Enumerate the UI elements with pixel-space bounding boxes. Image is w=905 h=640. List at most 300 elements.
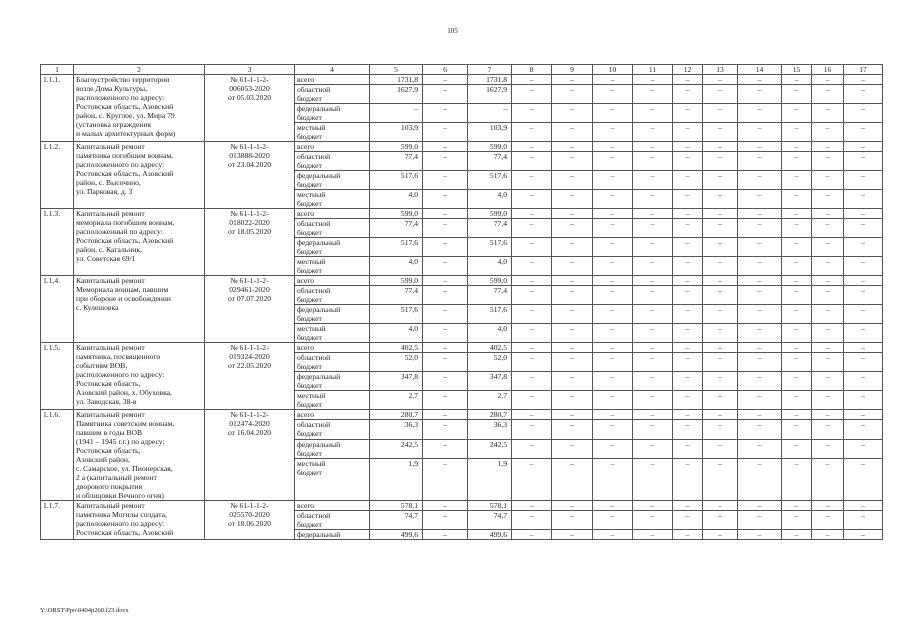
column-number: 8 — [512, 65, 552, 75]
dash-cell: – — [673, 511, 703, 530]
dash-cell: – — [423, 391, 468, 410]
document-line: от 18.05.2020 — [227, 227, 272, 236]
dash-cell: – — [844, 420, 883, 439]
dash-cell: – — [844, 75, 883, 85]
dash-cell: – — [552, 276, 593, 286]
dash-cell: – — [552, 104, 593, 123]
funding-source-line: областной — [297, 511, 331, 520]
description-line: памятника, посвященного — [76, 352, 161, 361]
description-line: при обороне и освобождении — [76, 294, 171, 303]
dash-cell: – — [423, 420, 468, 439]
dash-cell: – — [844, 152, 883, 171]
dash-cell: – — [738, 209, 782, 219]
funding-source — [295, 410, 370, 420]
funding-source — [295, 459, 370, 501]
funding-source — [295, 420, 370, 439]
year-value: 52,0 — [468, 353, 512, 372]
dash-cell: – — [633, 530, 673, 540]
dash-cell: – — [593, 501, 633, 511]
year-value: 517,6 — [468, 171, 512, 190]
dash-cell: – — [633, 439, 673, 458]
dash-cell: – — [812, 530, 844, 540]
year-value: 517,6 — [468, 238, 512, 257]
dash-cell: – — [552, 410, 593, 420]
dash-cell: – — [673, 459, 703, 501]
dash-cell: – — [633, 372, 673, 391]
dash-cell: – — [812, 439, 844, 458]
table-row — [41, 410, 883, 420]
dash-cell: – — [703, 511, 738, 530]
dash-cell: – — [423, 343, 468, 353]
funding-source-line: бюджет — [297, 314, 322, 323]
dash-cell: – — [703, 305, 738, 324]
dash-cell: – — [512, 501, 552, 511]
dash-cell: – — [593, 511, 633, 530]
dash-cell: – — [738, 353, 782, 372]
funding-source-line: федеральный — [297, 439, 341, 449]
description-line: Капитальный ремонт — [76, 209, 145, 218]
column-number: 5 — [370, 65, 423, 75]
total-value: 280,7 — [370, 410, 423, 420]
dash-cell: – — [423, 171, 468, 190]
document-line: от 07.07.2020 — [227, 294, 272, 303]
description-line: памятника Могилы солдата, — [76, 510, 167, 519]
document-line: 018022-2020 — [229, 218, 270, 227]
budget-table — [40, 64, 883, 540]
dash-cell: – — [593, 209, 633, 219]
dash-cell: – — [512, 276, 552, 286]
funding-source — [295, 286, 370, 305]
dash-cell: – — [782, 75, 812, 85]
dash-cell: – — [782, 152, 812, 171]
dash-cell: – — [812, 257, 844, 276]
dash-cell: – — [738, 439, 782, 458]
dash-cell: – — [738, 459, 782, 501]
dash-cell: – — [782, 391, 812, 410]
dash-cell: – — [738, 142, 782, 152]
dash-cell: – — [512, 372, 552, 391]
dash-cell: – — [738, 152, 782, 171]
dash-cell: – — [552, 343, 593, 353]
dash-cell: – — [812, 142, 844, 152]
dash-cell: – — [782, 343, 812, 353]
dash-cell: – — [552, 420, 593, 439]
funding-source-line: бюджет — [297, 520, 322, 529]
dash-cell: – — [673, 257, 703, 276]
dash-cell: – — [633, 219, 673, 238]
total-value: 74,7 — [370, 511, 423, 530]
dash-cell: – — [844, 171, 883, 190]
dash-cell: – — [423, 219, 468, 238]
dash-cell: – — [812, 353, 844, 372]
dash-cell: – — [423, 152, 468, 171]
dash-cell: – — [812, 104, 844, 123]
document-number — [205, 501, 295, 540]
dash-cell: – — [512, 343, 552, 353]
document-line: № 61-1-1-2- — [230, 501, 269, 510]
dash-cell: – — [782, 123, 812, 142]
year-value: 347,8 — [468, 372, 512, 391]
dash-cell: – — [844, 123, 883, 142]
project-code: 1.1.4. — [41, 276, 74, 343]
document-line: 012474-2020 — [229, 419, 270, 428]
dash-cell: – — [782, 459, 812, 501]
dash-cell: – — [703, 343, 738, 353]
description-line: Ростовская область, — [76, 446, 141, 455]
description-line: расположенный по адресу: — [76, 227, 163, 236]
dash-cell: – — [512, 104, 552, 123]
year-value: 77,4 — [468, 219, 512, 238]
dash-cell: – — [552, 391, 593, 410]
project-code: 1.1.2. — [41, 142, 74, 209]
column-number: 1 — [41, 65, 74, 75]
dash-cell: – — [782, 530, 812, 540]
dash-cell: – — [703, 353, 738, 372]
dash-cell: – — [673, 343, 703, 353]
funding-source-line: бюджет — [297, 362, 322, 371]
dash-cell: – — [812, 410, 844, 420]
dash-cell: – — [552, 530, 593, 540]
dash-cell: – — [673, 142, 703, 152]
total-value: 578,1 — [370, 501, 423, 511]
dash-cell: – — [633, 104, 673, 123]
year-value: 599,0 — [468, 142, 512, 152]
dash-cell: – — [812, 219, 844, 238]
dash-cell: – — [423, 511, 468, 530]
funding-source-line: бюджет — [297, 400, 322, 409]
description-line: дворового покрытия — [76, 482, 143, 491]
total-value: 517,6 — [370, 171, 423, 190]
funding-source-line: федеральный — [297, 171, 341, 180]
year-value: 36,3 — [468, 420, 512, 439]
dash-cell: – — [738, 219, 782, 238]
funding-source-line: бюджет — [297, 94, 322, 103]
dash-cell: – — [633, 75, 673, 85]
document-number — [205, 209, 295, 276]
column-number: 2 — [74, 65, 205, 75]
year-value: 74,7 — [468, 511, 512, 530]
dash-cell: – — [633, 276, 673, 286]
dash-cell: – — [738, 391, 782, 410]
total-value: 347,8 — [370, 372, 423, 391]
dash-cell: – — [552, 305, 593, 324]
dash-cell: – — [844, 391, 883, 410]
dash-cell: – — [593, 286, 633, 305]
column-number: 4 — [295, 65, 370, 75]
dash-cell: – — [633, 391, 673, 410]
dash-cell: – — [782, 142, 812, 152]
dash-cell: – — [812, 209, 844, 219]
column-number: 13 — [703, 65, 738, 75]
dash-cell: – — [512, 324, 552, 343]
project-description — [74, 276, 205, 343]
dash-cell: – — [703, 75, 738, 85]
column-number: 10 — [593, 65, 633, 75]
dash-cell: – — [844, 104, 883, 123]
funding-source-line: бюджет — [297, 333, 322, 342]
funding-source — [295, 238, 370, 257]
funding-source — [295, 305, 370, 324]
dash-cell: – — [512, 439, 552, 458]
funding-source-line: местный — [297, 257, 326, 266]
dash-cell: – — [552, 219, 593, 238]
dash-cell: – — [782, 353, 812, 372]
year-value: 4,0 — [468, 324, 512, 343]
dash-cell: – — [812, 511, 844, 530]
dash-cell: – — [812, 238, 844, 257]
dash-cell: – — [844, 238, 883, 257]
dash-cell: – — [782, 420, 812, 439]
dash-cell: – — [593, 152, 633, 171]
dash-cell: – — [423, 439, 468, 458]
funding-source-line: федеральный — [297, 530, 341, 539]
table-row — [41, 343, 883, 353]
dash-cell: – — [782, 511, 812, 530]
year-value: 280,7 — [468, 410, 512, 420]
dash-cell: – — [512, 209, 552, 219]
page-number: 105 — [447, 27, 458, 35]
total-value: 4,0 — [370, 324, 423, 343]
total-value: 1627,9 — [370, 85, 423, 104]
total-value: 599,0 — [370, 142, 423, 152]
funding-source-line: всего — [297, 410, 315, 419]
dash-cell: – — [738, 420, 782, 439]
dash-cell: – — [782, 104, 812, 123]
dash-cell: – — [423, 75, 468, 85]
document-line: № 61-1-1-2- — [230, 75, 269, 84]
dash-cell: – — [782, 305, 812, 324]
dash-cell: – — [673, 152, 703, 171]
dash-cell: – — [703, 257, 738, 276]
dash-cell: – — [844, 353, 883, 372]
dash-cell: – — [844, 343, 883, 353]
funding-source — [295, 104, 370, 123]
dash-cell: – — [812, 152, 844, 171]
funding-source-line: областной — [297, 286, 331, 295]
dash-cell: – — [423, 257, 468, 276]
dash-cell: – — [633, 85, 673, 104]
dash-cell: – — [593, 104, 633, 123]
document-line: от 16.04.2020 — [227, 428, 272, 437]
total-value: 1731,8 — [370, 75, 423, 85]
dash-cell: – — [673, 276, 703, 286]
dash-cell: – — [552, 75, 593, 85]
funding-source-line: областной — [297, 420, 331, 430]
dash-cell: – — [738, 530, 782, 540]
total-value: 36,3 — [370, 420, 423, 439]
funding-source — [295, 152, 370, 171]
document-line: № 61-1-1-2- — [230, 276, 269, 285]
total-value: 2,7 — [370, 391, 423, 410]
funding-source — [295, 209, 370, 219]
dash-cell: – — [782, 439, 812, 458]
dash-cell: – — [703, 123, 738, 142]
dash-cell: – — [512, 530, 552, 540]
dash-cell: – — [738, 372, 782, 391]
description-line: расположенного по адресу: — [76, 93, 165, 102]
document-number — [205, 142, 295, 209]
total-value: 52,0 — [370, 353, 423, 372]
column-number: 6 — [423, 65, 468, 75]
dash-cell: – — [593, 372, 633, 391]
funding-source — [295, 372, 370, 391]
funding-source-line: местный — [297, 123, 326, 132]
total-value: 4,0 — [370, 257, 423, 276]
dash-cell: – — [673, 439, 703, 458]
dash-cell: – — [633, 420, 673, 439]
dash-cell: – — [673, 410, 703, 420]
funding-source — [295, 501, 370, 511]
funding-source — [295, 391, 370, 410]
total-value: 1,9 — [370, 459, 423, 501]
funding-source-line: всего — [297, 75, 315, 84]
dash-cell: – — [812, 391, 844, 410]
year-value: 1627,9 — [468, 85, 512, 104]
dash-cell: – — [512, 353, 552, 372]
dash-cell: – — [844, 530, 883, 540]
dash-cell: – — [782, 171, 812, 190]
description-line: и малых архитектурных форм) — [76, 129, 176, 138]
header-row — [41, 65, 883, 75]
total-value: 402,5 — [370, 343, 423, 353]
project-code: 1.1.1. — [41, 75, 74, 142]
document-line: 025570-2020 — [229, 510, 270, 519]
dash-cell: – — [782, 238, 812, 257]
description-line: мемориала погибшим воинам, — [76, 218, 175, 227]
dash-cell: – — [738, 190, 782, 209]
funding-source-line: бюджет — [297, 199, 322, 208]
dash-cell: – — [738, 286, 782, 305]
document-number — [205, 343, 295, 410]
total-value: – — [370, 104, 423, 123]
description-line: Ростовская область, Азовский — [76, 236, 174, 245]
dash-cell: – — [703, 501, 738, 511]
funding-source-line: местный — [297, 459, 326, 468]
description-line: Памятника советским воинам, — [76, 419, 175, 428]
description-line: памятника погибшим воинам, — [76, 151, 174, 160]
dash-cell: – — [812, 501, 844, 511]
year-value: 578,1 — [468, 501, 512, 511]
total-value: 599,0 — [370, 276, 423, 286]
total-value: 517,6 — [370, 305, 423, 324]
funding-source-line: всего — [297, 501, 315, 510]
funding-source-line: всего — [297, 276, 315, 285]
dash-cell: – — [738, 123, 782, 142]
dash-cell: – — [738, 343, 782, 353]
dash-cell: – — [673, 420, 703, 439]
description-line: Капитальный ремонт — [76, 276, 145, 285]
total-value: 242,5 — [370, 439, 423, 458]
description-line: Ростовская область, Азовский — [76, 102, 174, 111]
dash-cell: – — [703, 238, 738, 257]
funding-source-line: бюджет — [297, 132, 322, 141]
dash-cell: – — [673, 391, 703, 410]
document-number — [205, 410, 295, 501]
funding-source-line: бюджет — [297, 228, 322, 237]
dash-cell: – — [844, 324, 883, 343]
column-number: 9 — [552, 65, 593, 75]
dash-cell: – — [423, 142, 468, 152]
funding-source — [295, 530, 370, 540]
funding-source-line: бюджет — [297, 180, 322, 189]
project-code: 1.1.7. — [41, 501, 74, 540]
dash-cell: – — [782, 209, 812, 219]
dash-cell: – — [673, 85, 703, 104]
dash-cell: – — [593, 459, 633, 501]
funding-source — [295, 353, 370, 372]
funding-source-line: федеральный — [297, 372, 341, 381]
dash-cell: – — [593, 85, 633, 104]
dash-cell: – — [738, 257, 782, 276]
description-line: район, с. Круглое, ул. Мира 79 — [76, 111, 175, 120]
dash-cell: – — [703, 391, 738, 410]
dash-cell: – — [782, 324, 812, 343]
dash-cell: – — [844, 459, 883, 501]
project-description — [74, 501, 205, 540]
dash-cell: – — [738, 75, 782, 85]
funding-source — [295, 439, 370, 458]
project-code: 1.1.5. — [41, 343, 74, 410]
description-line: 2 а (капитальный ремонт — [76, 473, 157, 482]
dash-cell: – — [633, 305, 673, 324]
dash-cell: – — [703, 104, 738, 123]
dash-cell: – — [844, 190, 883, 209]
dash-cell: – — [552, 209, 593, 219]
document-line: 029461-2020 — [229, 285, 270, 294]
dash-cell: – — [812, 171, 844, 190]
dash-cell: – — [673, 305, 703, 324]
document-line: № 61-1-1-2- — [230, 209, 269, 218]
dash-cell: – — [593, 276, 633, 286]
funding-source — [295, 123, 370, 142]
dash-cell: – — [593, 343, 633, 353]
dash-cell: – — [844, 257, 883, 276]
description-line: (установка ограждения — [76, 120, 151, 129]
dash-cell: – — [673, 209, 703, 219]
dash-cell: – — [782, 372, 812, 391]
dash-cell: – — [738, 238, 782, 257]
column-number: 3 — [205, 65, 295, 75]
funding-source — [295, 219, 370, 238]
dash-cell: – — [703, 276, 738, 286]
funding-source-line: бюджет — [297, 247, 322, 256]
dash-cell: – — [512, 123, 552, 142]
dash-cell: – — [633, 324, 673, 343]
dash-cell: – — [703, 372, 738, 391]
dash-cell: – — [633, 123, 673, 142]
dash-cell: – — [844, 501, 883, 511]
dash-cell: – — [423, 85, 468, 104]
description-line: событиям ВОВ, — [76, 361, 128, 370]
funding-source-line: областной — [297, 219, 331, 228]
total-value: 77,4 — [370, 152, 423, 171]
funding-source-line: областной — [297, 85, 331, 94]
column-number: 14 — [738, 65, 782, 75]
dash-cell: – — [633, 209, 673, 219]
dash-cell: – — [512, 219, 552, 238]
dash-cell: – — [593, 219, 633, 238]
total-value: 77,4 — [370, 219, 423, 238]
dash-cell: – — [633, 501, 673, 511]
dash-cell: – — [512, 257, 552, 276]
dash-cell: – — [673, 324, 703, 343]
dash-cell: – — [782, 286, 812, 305]
dash-cell: – — [552, 152, 593, 171]
funding-source-line: бюджет — [297, 113, 322, 122]
description-line: Ростовская область, — [76, 379, 141, 388]
document-line: 019324-2020 — [229, 352, 270, 361]
dash-cell: – — [552, 353, 593, 372]
